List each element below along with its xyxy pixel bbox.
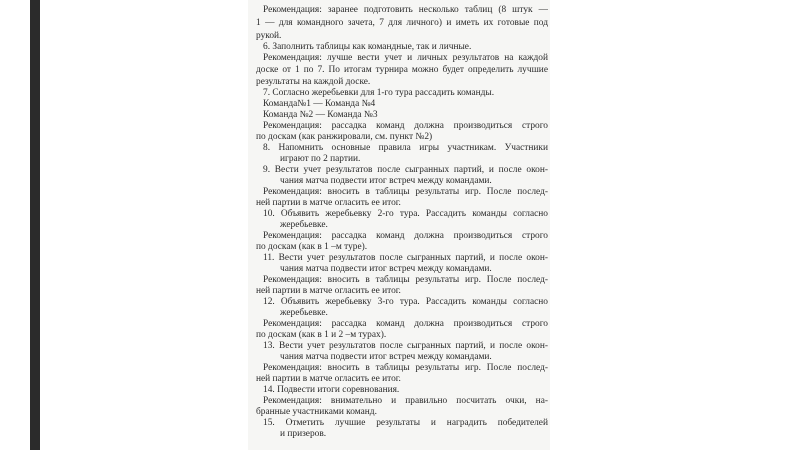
- text-line: ней партии в матче огласить ее итог.: [256, 374, 401, 384]
- text-line: жеребьевке.: [280, 308, 328, 318]
- list-item-6: 6. Заполнить таблицы как командные, так и личные.: [263, 42, 472, 52]
- text-line: жеребьевке.: [280, 220, 328, 230]
- text-line: чания матча подвести итог встреч между командами.: [280, 176, 492, 186]
- list-item-15: 15. Отметить лучшие результаты и наградить победителей: [263, 418, 548, 428]
- text-line: бранные участниками команд.: [256, 407, 377, 417]
- text-line: по доскам (как ранжировали, см. пункт №2): [256, 132, 433, 142]
- document-page: [248, 0, 550, 450]
- text-line: доске от 1 по 7. По итогам турнира можно будет определить лучшие: [256, 65, 548, 75]
- list-item-12: 12. Объявить жеребьевку 3-го тура. Рассадить команды согласно: [263, 297, 548, 307]
- left-accent-bar: [30, 0, 40, 450]
- text-line: играют по 2 партии.: [280, 154, 361, 164]
- text-line: Рекомендация: лучше вести учет и личных результатов на каждой: [263, 53, 548, 63]
- pairing-line: Команда№1 — Команда №4: [263, 99, 376, 109]
- text-line: по доскам (как в 1 и 2 –м турах).: [256, 330, 387, 340]
- text-line: Рекомендация: внимательно и правильно посчитать очки, на-: [263, 396, 548, 406]
- text-line: чания матча подвести итог встреч между командами.: [280, 352, 492, 362]
- text-line: ней партии в матче огласить ее итог.: [256, 286, 401, 296]
- list-item-9: 9. Вести учет результатов после сыгранных партий, и после окон-: [263, 165, 548, 175]
- list-item-10: 10. Объявить жеребьевку 2-го тура. Рассадить команды согласно: [263, 209, 548, 219]
- text-line: Рекомендация: заранее подготовить несколько таблиц (8 штук —: [263, 5, 548, 15]
- list-item-11: 11. Вести учет результатов после сыгранных партий, и после окон-: [263, 253, 548, 263]
- text-line: Рекомендация: рассадка команд должна производиться строго: [263, 231, 548, 241]
- list-item-8: 8. Напомнить основные правила игры участникам. Участники: [263, 143, 548, 153]
- text-line: 1 — для командного зачета, 7 для личного) и иметь их готовые под: [256, 18, 548, 28]
- text-line: результаты на каждой доске.: [256, 77, 371, 87]
- text-line: чания матча подвести итог встреч между командами.: [280, 264, 492, 274]
- text-line: рукой.: [256, 31, 282, 41]
- text-line: по доскам (как в 1 –м туре).: [256, 242, 368, 252]
- text-line: Рекомендация: вносить в таблицы результаты игр. После послед-: [263, 363, 548, 373]
- text-line: и призеров.: [280, 429, 327, 439]
- list-item-13: 13. Вести учет результатов после сыгранных партий, и после окон-: [263, 341, 548, 351]
- list-item-7: 7. Согласно жеребьевки для 1-го тура рассадить команды.: [263, 88, 495, 98]
- pairing-line: Команда №2 — Команда №3: [263, 110, 378, 120]
- text-line: Рекомендация: рассадка команд должна производиться строго: [263, 121, 548, 131]
- text-line: Рекомендация: вносить в таблицы результаты игр. После послед-: [263, 275, 548, 285]
- text-line: ней партии в матче огласить ее итог.: [256, 198, 401, 208]
- text-line: Рекомендация: вносить в таблицы результаты игр. После послед-: [263, 187, 548, 197]
- text-line: Рекомендация: рассадка команд должна производиться строго: [263, 319, 548, 329]
- list-item-14: 14. Подвести итоги соревнования.: [263, 385, 400, 395]
